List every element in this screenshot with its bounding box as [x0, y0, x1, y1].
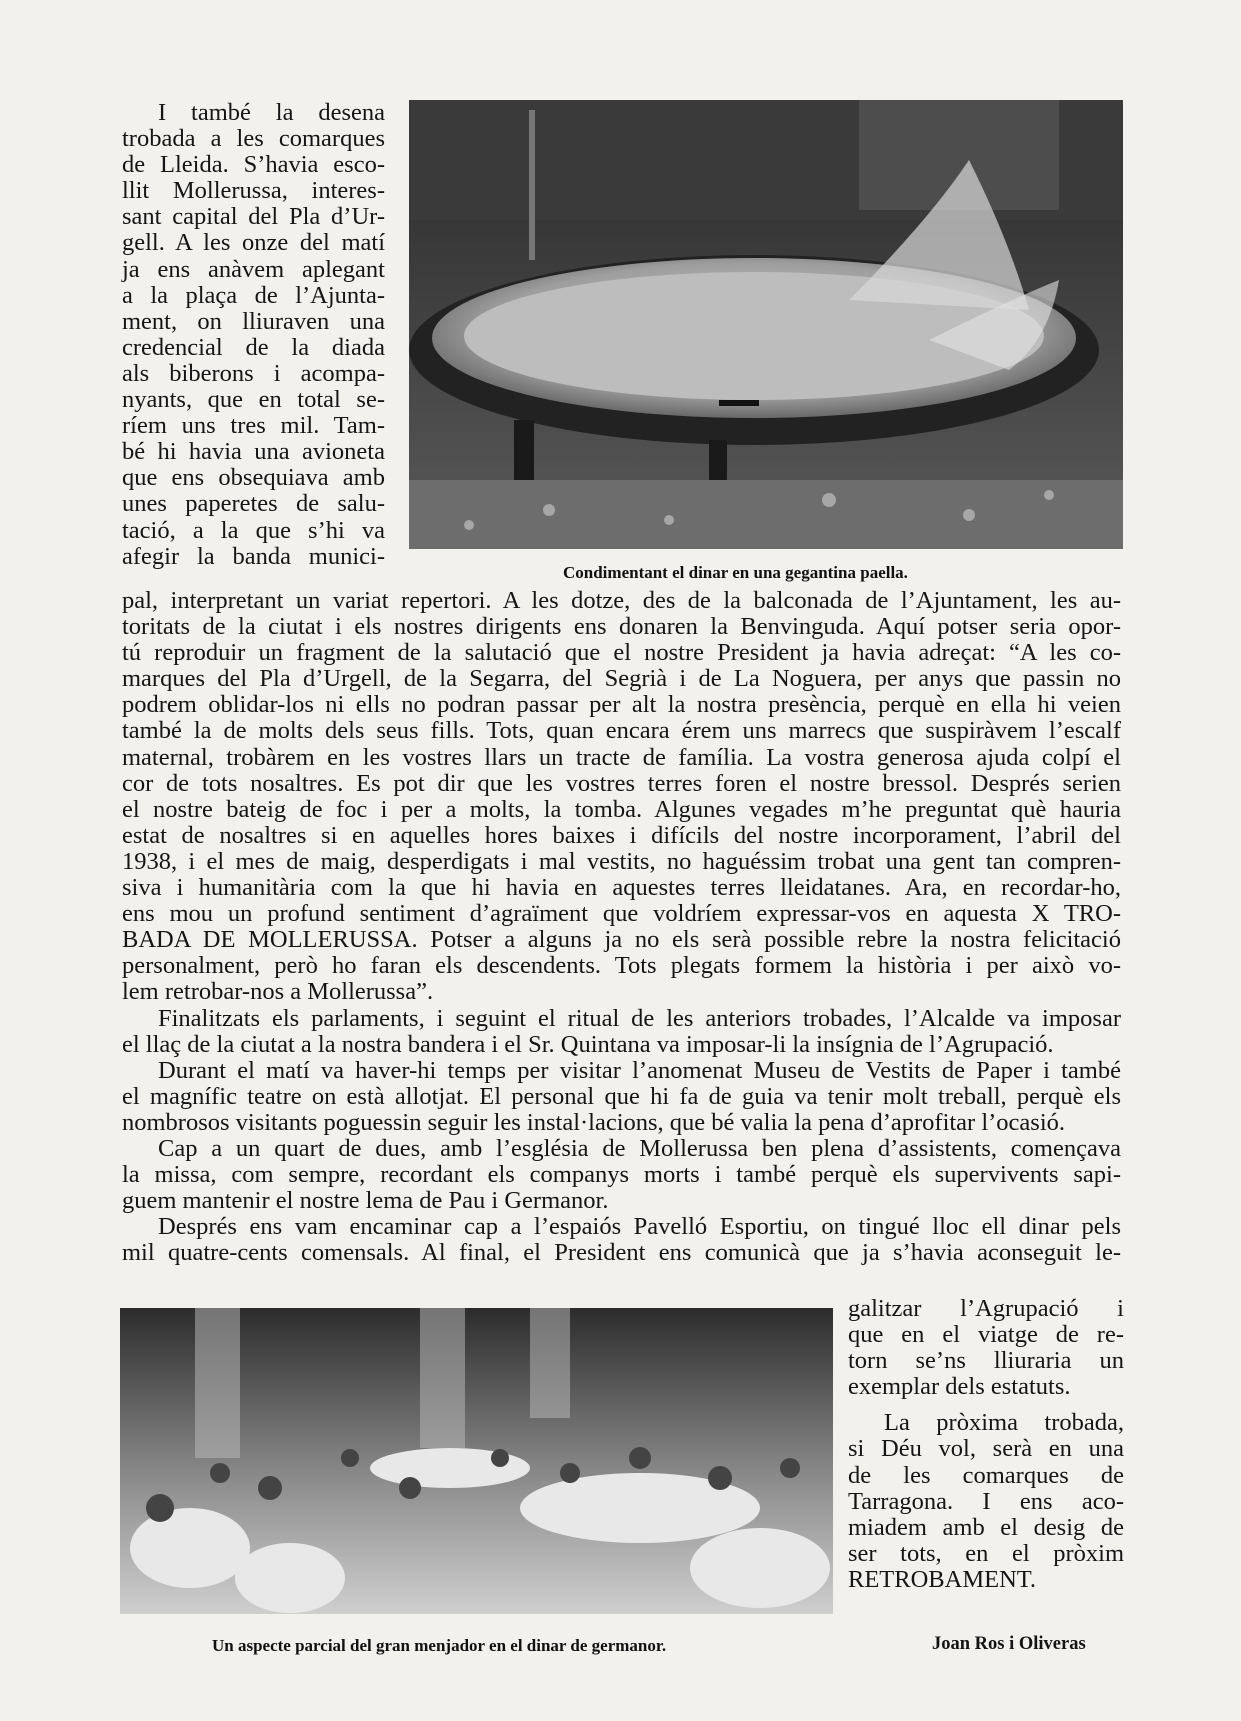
text-line: ment, on lliuraven una: [122, 307, 385, 335]
text-line: personalment, però ho faran els descendents. Tots plegats formem la història i per això vo-: [122, 952, 1121, 980]
text-line: exemplar dels estatuts.: [848, 1373, 1071, 1401]
text-line: mil quatre-cents comensals. Al final, el President ens comunicà que ja s’havia aconseguit le-: [122, 1239, 1121, 1267]
paella-illustration: [409, 100, 1123, 549]
dining-hall-photo: [120, 1308, 833, 1614]
dining-hall-illustration: [120, 1308, 833, 1614]
text-line: afegir la banda munici-: [122, 542, 385, 570]
text-line: ja ens anàvem aplegant: [122, 255, 385, 283]
text-line: pal, interpretant un variat repertori. A les dotze, des de la balconada de l’Ajuntament, les au-: [122, 587, 1121, 614]
text-line: BADA DE MOLLERUSSA. Potser a alguns ja no els serà possible rebre la nostra felicitació: [122, 926, 1121, 954]
intro-column: [122, 100, 385, 570]
text-line: torn se’ns lliuraria un: [848, 1347, 1124, 1375]
paella-photo: [409, 100, 1123, 549]
text-line: llit Mollerussa, interes-: [122, 177, 385, 205]
text-line: toritats de la ciutat i els nostres dirigents ens donaren la Benvinguda. Aquí potser seria opor-: [122, 613, 1121, 641]
text-line: marques del Pla d’Urgell, de la Segarra, del Segrià i de La Noguera, per anys que passin no: [122, 665, 1121, 693]
text-line: La pròxima trobada,: [884, 1409, 1124, 1437]
text-line: sant capital del Pla d’Ur-: [122, 203, 385, 231]
text-line: a la plaça de l’Ajunta-: [122, 281, 385, 309]
text-line: credencial de la diada: [122, 333, 385, 361]
text-line: nombrosos visitants poguessin seguir les instal·lacions, que bé valia la pena d’aprofitar l’ocasió.: [122, 1108, 1066, 1136]
text-line: podrem oblidar-los ni ells no podran passar per alt la nostra presència, perquè en ella hi veien: [122, 691, 1121, 719]
text-line: als biberons i acompa-: [122, 359, 385, 387]
text-line: gell. A les onze del matí: [122, 229, 385, 257]
text-line: Després ens vam encaminar cap a l’espaiós Pavelló Esportiu, on tingué lloc ell dinar pels: [158, 1213, 1121, 1241]
text-line: trobada a les comarques: [122, 125, 385, 153]
text-line: Durant el matí va haver-hi temps per visitar l’anomenat Museu de Vestits de Paper i també: [158, 1056, 1121, 1084]
text-line: el llaç de la ciutat a la nostra bandera i el Sr. Quintana va imposar-li la insígnia de l’Agrupació.: [122, 1030, 1054, 1058]
text-line: siva i humanitària com la que hi havia en aquestes terres lleidatanes. Ara, en recordar-ho,: [122, 874, 1121, 902]
text-line: també la de molts dels seus fills. Tots, quan encara érem uns marrecs que suspiràvem l’escalf: [122, 717, 1121, 745]
text-line: lem retrobar-nos a Mollerussa”.: [122, 978, 434, 1006]
text-line: 1938, i el mes de maig, desperdigats i mal vestits, no haguéssim trobat una gent tan compren-: [122, 847, 1121, 875]
text-line: que ens obsequiava amb: [122, 464, 385, 492]
text-line: RETROBAMENT.: [848, 1565, 1037, 1593]
dining-hall-caption: Un aspecte parcial del gran menjador en el dinar de germanor.: [212, 1636, 667, 1655]
text-line: ríem uns tres mil. Tam-: [122, 412, 385, 440]
text-line: Finalitzats els parlaments, i seguint el ritual de les anteriors trobades, l’Alcalde va imposar: [158, 1004, 1121, 1032]
text-line: que en el viatge de re-: [848, 1321, 1124, 1349]
text-line: el magnífic teatre on està allotjat. El personal que hi fa de guia va tenir molt treball, perquè els: [122, 1082, 1121, 1110]
text-line: ens mou un profund sentiment d’agraïment que voldríem expressar-vos en aquesta X TRO-: [122, 900, 1121, 928]
text-line: cor de tots nosaltres. Es pot dir que les vostres terres foren el nostre bressol. Després serien: [122, 769, 1121, 797]
text-line: maternal, trobàrem en les vostres llars un tracte de família. La vostra generosa ajuda colpí el: [122, 743, 1121, 771]
text-line: bé hi havia una avioneta: [122, 438, 385, 466]
closing-column: [848, 1296, 1124, 1593]
text-line: estat de nosaltres si en aquelles hores baixes i difícils del nostre incorporament, l’abril del: [122, 821, 1121, 849]
text-line: tú reproduir un fragment de la salutació que el nostre President ja havia adreçat: “A les co-: [122, 639, 1121, 667]
text-line: nyants, que en total se-: [122, 386, 385, 414]
text-line: unes paperetes de salu-: [122, 490, 385, 518]
body-text: [122, 588, 1121, 1266]
text-line: de les comarques de: [848, 1461, 1124, 1489]
text-line: miadem amb el desig de: [848, 1513, 1124, 1541]
text-line: de Lleida. S’havia esco-: [122, 151, 385, 179]
text-line: tació, a la que s’hi va: [122, 516, 385, 544]
text-line: ser tots, en el pròxim: [848, 1539, 1124, 1567]
text-line: Tarragona. I ens aco-: [848, 1487, 1124, 1515]
text-line: el nostre bateig de foc i per a molts, la tomba. Algunes vegades m’he preguntat què hauria: [122, 795, 1121, 823]
text-line: galitzar l’Agrupació i: [848, 1295, 1124, 1322]
text-line: I també la desena: [158, 99, 385, 126]
paella-caption: Condimentant el dinar en una gegantina paella.: [563, 563, 908, 582]
text-line: si Déu vol, serà en una: [848, 1435, 1124, 1463]
text-line: Cap a un quart de dues, amb l’església de Mollerussa ben plena d’assistents, començava: [158, 1134, 1121, 1162]
text-line: la missa, com sempre, recordant els companys morts i també perquè els supervivents sapi-: [122, 1161, 1121, 1189]
author-signature: Joan Ros i Oliveras: [932, 1634, 1086, 1654]
text-line: guem mantenir el nostre lema de Pau i Germanor.: [122, 1187, 609, 1215]
